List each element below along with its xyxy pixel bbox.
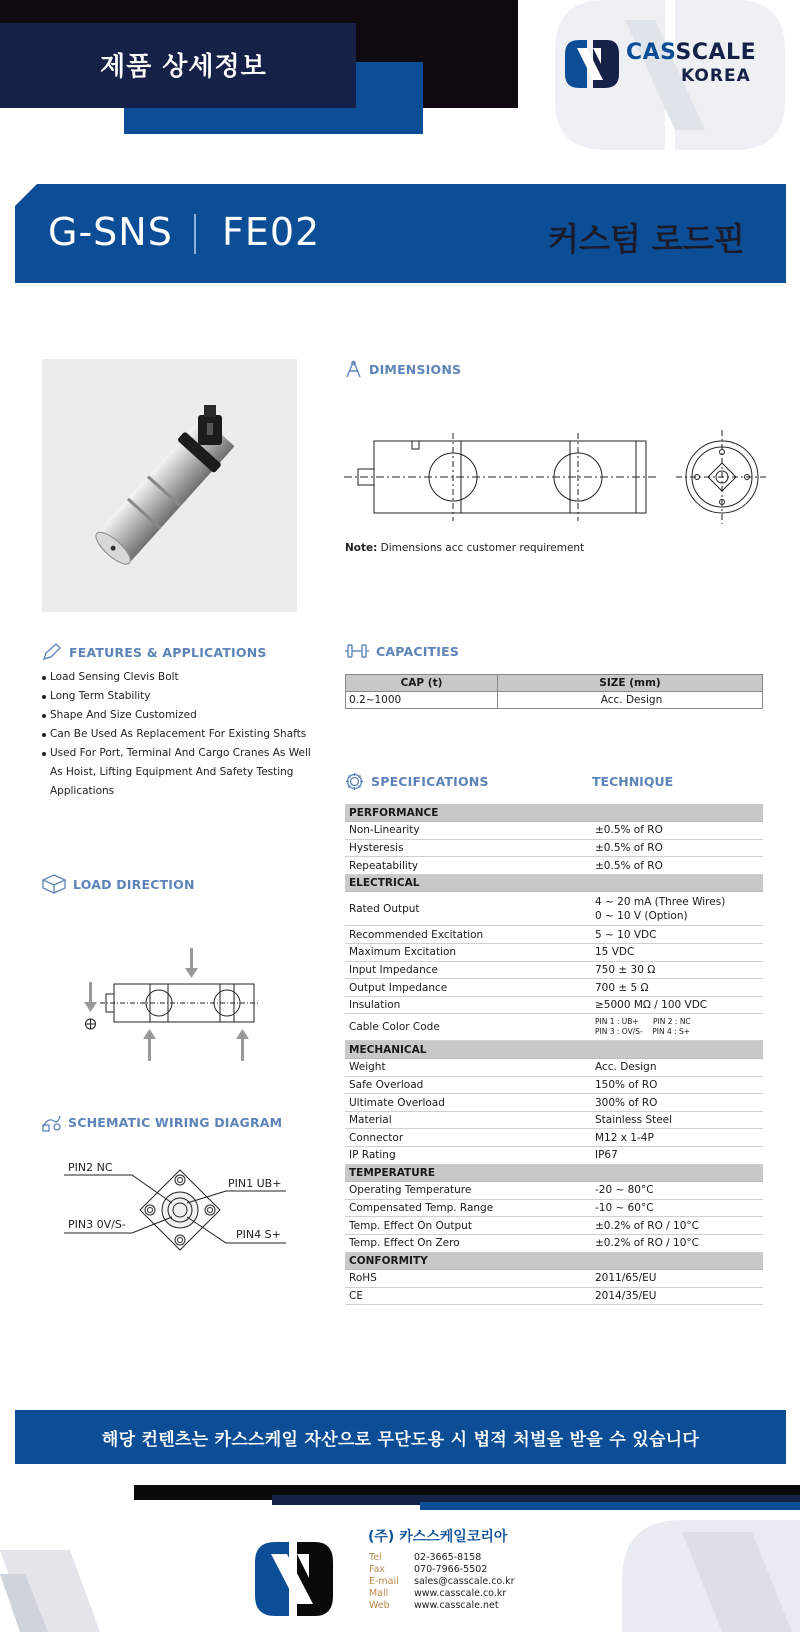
web-link[interactable]: www.casscale.net — [414, 1600, 499, 1611]
wiring-heading: SCHEMATIC WIRING DIAGRAM — [42, 1113, 282, 1132]
spec-value: 5 ~ 10 VDC — [591, 926, 763, 944]
spec-label: CE — [345, 1287, 591, 1305]
spec-group-row — [345, 1164, 763, 1182]
capacities-heading: CAPACITIES — [345, 643, 459, 659]
spec-row — [345, 839, 763, 857]
capacities-table — [345, 674, 763, 709]
spec-label: Operating Temperature — [345, 1182, 591, 1200]
spec-group-row — [345, 1252, 763, 1270]
spec-value: 4 ~ 20 mA (Three Wires) 0 ~ 10 V (Option) — [591, 892, 763, 926]
gear-icon — [345, 772, 364, 791]
spec-group-row — [345, 874, 763, 892]
brand-country: KOREA — [681, 66, 751, 86]
spec-row — [345, 944, 763, 962]
spec-group-name: MECHANICAL — [345, 1041, 763, 1059]
spec-value: 700 ± 5 Ω — [591, 979, 763, 997]
spec-row — [345, 892, 763, 926]
spec-label: Temp. Effect On Zero — [345, 1234, 591, 1252]
spec-group-name: ELECTRICAL — [345, 874, 763, 892]
spec-label: Rated Output — [345, 892, 591, 926]
spec-row — [345, 1234, 763, 1252]
product-photo — [42, 359, 297, 612]
spec-value: ±0.2% of RO / 10°C — [591, 1217, 763, 1235]
dumbbell-icon — [345, 643, 369, 659]
dimensions-note: Note: Dimensions acc customer requirement — [345, 542, 585, 554]
page-title: 제품 상세정보 — [100, 52, 267, 82]
spec-value: ≥5000 MΩ / 100 VDC — [591, 996, 763, 1014]
pin4-label: PIN4 S+ — [236, 1228, 281, 1241]
spec-label: Temp. Effect On Output — [345, 1217, 591, 1235]
spec-value: 2014/35/EU — [591, 1287, 763, 1305]
table-header-row — [346, 675, 763, 692]
dimension-drawing-end — [676, 430, 768, 524]
features-list — [42, 668, 322, 801]
spec-label: IP Rating — [345, 1147, 591, 1165]
spec-value: 750 ± 30 Ω — [591, 961, 763, 979]
spec-row — [345, 1199, 763, 1217]
spec-label: Cable Color Code — [345, 1014, 591, 1041]
spec-row — [345, 1094, 763, 1112]
spec-label: Weight — [345, 1059, 591, 1077]
table-cell: 0.2~1000 — [346, 692, 498, 709]
spec-row — [345, 926, 763, 944]
contact-list: Tel 02-3665-8158 Fax 070-7966-5502 E-mail sales@casscale.co.kr Mall www.casscale.co.kr Web www.casscale.net — [369, 1552, 515, 1611]
spec-value: 150% of RO — [591, 1076, 763, 1094]
spec-row — [345, 1111, 763, 1129]
spec-value: IP67 — [591, 1147, 763, 1165]
spec-label: Hysteresis — [345, 839, 591, 857]
spec-label: Connector — [345, 1129, 591, 1147]
spec-value: -20 ~ 80°C — [591, 1182, 763, 1200]
dimensions-heading: DIMENSIONS — [345, 360, 461, 378]
feature-item: Can Be Used As Replacement For Existing Shafts — [42, 725, 322, 744]
dimension-drawing-side — [344, 428, 656, 526]
spec-group-name: CONFORMITY — [345, 1252, 763, 1270]
spec-label: RoHS — [345, 1270, 591, 1288]
spec-row — [345, 1129, 763, 1147]
spec-value: 2011/65/EU — [591, 1270, 763, 1288]
spec-value: PIN 1 : UB+ PIN 2 : NC PIN 3 : OV/S- PIN 4 : S+ — [591, 1014, 763, 1041]
spec-row — [345, 961, 763, 979]
spec-row — [345, 857, 763, 875]
spec-row — [345, 1147, 763, 1165]
spec-row — [345, 1059, 763, 1077]
feature-item: Used For Port, Terminal And Cargo Cranes As Well As Hoist, Lifting Equipment And Safety Testing Applications — [42, 744, 322, 801]
compass-icon — [345, 360, 362, 378]
spec-label: Maximum Excitation — [345, 944, 591, 962]
spec-value: 300% of RO — [591, 1094, 763, 1112]
spec-value: ±0.5% of RO — [591, 822, 763, 840]
product-code: FE02 — [222, 210, 321, 254]
spec-row — [345, 1014, 763, 1041]
copyright-notice: 해당 컨텐츠는 카스스케일 자산으로 무단도용 시 법적 처벌을 받을 수 있습니다 — [101, 1429, 700, 1450]
spec-label: Output Impedance — [345, 979, 591, 997]
spec-label: Repeatability — [345, 857, 591, 875]
spec-row — [345, 1076, 763, 1094]
spec-label: Non-Linearity — [345, 822, 591, 840]
load-direction-heading: LOAD DIRECTION — [42, 874, 195, 894]
specifications-heading: SPECIFICATIONS — [345, 772, 489, 791]
spec-label: Material — [345, 1111, 591, 1129]
spec-label: Input Impedance — [345, 961, 591, 979]
casscale-logo-icon — [563, 38, 621, 90]
technique-heading: TECHNIQUE — [592, 774, 674, 789]
cube-icon — [42, 874, 66, 894]
spec-group-row — [345, 1041, 763, 1059]
feature-item: Long Term Stability — [42, 687, 322, 706]
spec-label: Ultimate Overload — [345, 1094, 591, 1112]
pen-icon — [42, 643, 62, 661]
spec-value: M12 x 1-4P — [591, 1129, 763, 1147]
spec-value: Stainless Steel — [591, 1111, 763, 1129]
spec-value: ±0.5% of RO — [591, 857, 763, 875]
spec-row — [345, 1270, 763, 1288]
spec-group-row — [345, 804, 763, 822]
product-name-kr: 커스텀 로드핀 — [548, 220, 745, 258]
spec-label: Safe Overload — [345, 1076, 591, 1094]
mall-link[interactable]: www.casscale.co.kr — [414, 1588, 507, 1599]
brand-name: CASSCALE — [626, 40, 757, 65]
spec-label: Compensated Temp. Range — [345, 1199, 591, 1217]
spec-row — [345, 996, 763, 1014]
spec-row — [345, 979, 763, 997]
spec-value: -10 ~ 60°C — [591, 1199, 763, 1217]
specifications-table — [345, 804, 763, 1305]
spec-value: Acc. Design — [591, 1059, 763, 1077]
company-name: (주) 카스스케일코리아 — [368, 1529, 508, 1545]
table-row — [346, 692, 763, 709]
title-separator — [194, 214, 196, 254]
column-header: CAP (t) — [346, 675, 498, 692]
spec-label: Insulation — [345, 996, 591, 1014]
feature-item: Load Sensing Clevis Bolt — [42, 668, 322, 687]
spec-row — [345, 1217, 763, 1235]
pin3-label: PIN3 0V/S- — [68, 1218, 126, 1231]
spec-label: Recommended Excitation — [345, 926, 591, 944]
spec-value: ±0.2% of RO / 10°C — [591, 1234, 763, 1252]
features-heading: FEATURES & APPLICATIONS — [42, 643, 267, 661]
pin2-label: PIN2 NC — [68, 1161, 113, 1174]
spec-group-name: TEMPERATURE — [345, 1164, 763, 1182]
column-header: SIZE (mm) — [498, 675, 763, 692]
spec-value: 15 VDC — [591, 944, 763, 962]
email-link[interactable]: sales@casscale.co.kr — [414, 1576, 515, 1587]
product-model: G-SNS — [48, 210, 173, 254]
feature-item: Shape And Size Customized — [42, 706, 322, 725]
table-cell: Acc. Design — [498, 692, 763, 709]
spec-row — [345, 1182, 763, 1200]
footer-stripe-blue — [420, 1502, 800, 1510]
pin1-label: PIN1 UB+ — [228, 1177, 282, 1190]
spec-row — [345, 822, 763, 840]
load-direction-diagram — [80, 944, 260, 1066]
spec-group-name: PERFORMANCE — [345, 804, 763, 822]
wiring-icon — [42, 1113, 61, 1132]
spec-value: ±0.5% of RO — [591, 839, 763, 857]
spec-row — [345, 1287, 763, 1305]
